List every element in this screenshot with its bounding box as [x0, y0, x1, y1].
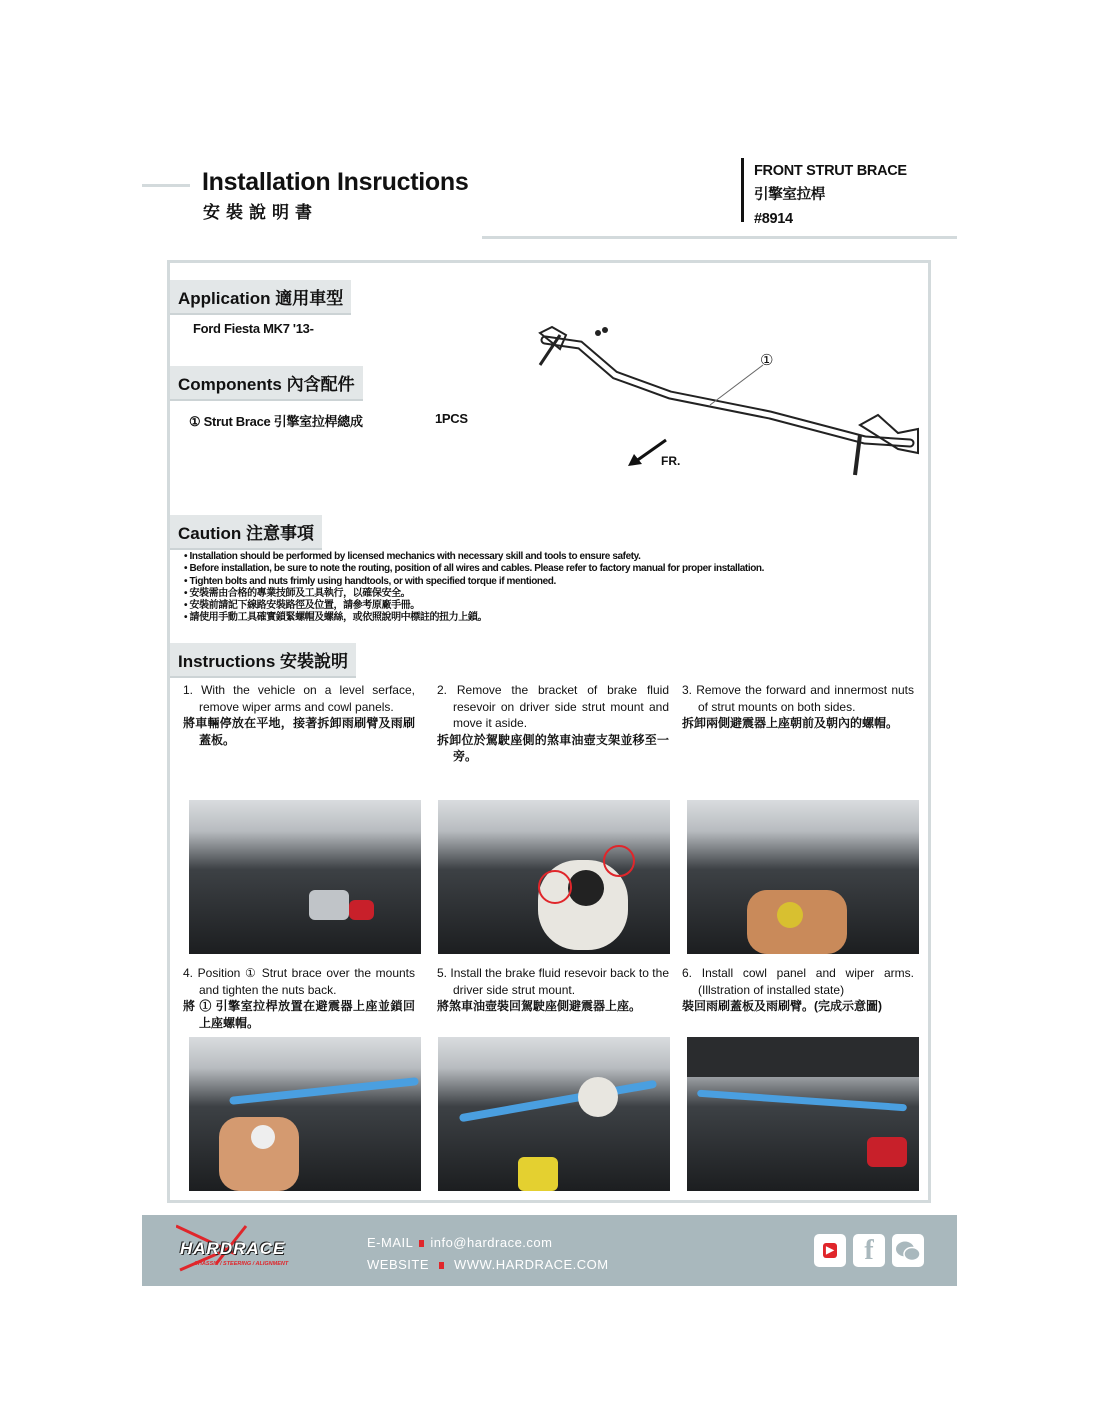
- application-heading: Application 適用車型: [170, 280, 351, 315]
- vehicle-text: Ford Fiesta MK7 '13-: [193, 321, 314, 336]
- step-2: [437, 682, 669, 765]
- youtube-icon[interactable]: ▶: [814, 1234, 846, 1267]
- step-text-en: 4. Position ① Strut brace over the mounts and tighten the nuts back.: [183, 966, 415, 997]
- front-label: FR.: [661, 454, 681, 468]
- step-text-cn: 拆卸兩側避震器上座朝前及朝內的螺帽。: [682, 716, 899, 730]
- step-4: [183, 965, 415, 1031]
- bullet-square: [439, 1262, 444, 1269]
- step-3: [682, 682, 914, 732]
- page-subtitle: 安裝說明書: [203, 203, 318, 222]
- components-heading: Components 內含配件: [170, 366, 363, 401]
- wechat-icon[interactable]: [892, 1234, 924, 1267]
- instructions-heading: Instructions 安裝說明: [170, 643, 356, 678]
- step-text-cn: 裝回雨刷蓋板及雨刷臂。(完成示意圖): [682, 999, 882, 1013]
- step-text-en: 1. With the vehicle on a level serface, remove wiper arms and cowl panels.: [183, 683, 415, 714]
- website-label: WEBSITE: [367, 1257, 430, 1272]
- contact-info: [367, 1232, 609, 1276]
- email-link[interactable]: info@hardrace.com: [430, 1235, 553, 1250]
- logo-tagline: CHASSIS / STEERING / ALIGNMENT: [194, 1261, 289, 1267]
- step-5: [437, 965, 669, 1015]
- step-4-photo: [189, 1037, 421, 1191]
- step-5-photo: [438, 1037, 670, 1191]
- step-text-cn: 拆卸位於駕駛座側的煞車油壺支架並移至一旁。: [437, 732, 669, 763]
- diagram-callout: ①: [760, 352, 774, 369]
- header-rule: [142, 184, 190, 187]
- caution-item: • Installation should be performed by licensed mechanics with necessary skill and tools to ensure safety.: [184, 551, 641, 562]
- header-rule: [482, 236, 957, 239]
- hardrace-logo: [176, 1224, 331, 1272]
- step-text-en: 6. Install cowl panel and wiper arms. (Illstration of installed state): [682, 966, 914, 997]
- website-link[interactable]: WWW.HARDRACE.COM: [454, 1257, 609, 1272]
- component-qty: 1PCS: [435, 411, 468, 426]
- facebook-icon[interactable]: f: [853, 1234, 885, 1267]
- step-text-en: 3. Remove the forward and innermost nuts of strut mounts on both sides.: [682, 683, 914, 714]
- caution-item: • Tighten bolts and nuts frimly using handtools, or with specified torque if mentioned.: [184, 575, 556, 587]
- product-name-cn: 引擎室拉桿: [754, 187, 825, 203]
- step-text-cn: 將煞車油壺裝回駕駛座側避震器上座。: [437, 999, 642, 1013]
- product-info: [754, 159, 907, 231]
- caution-item: • 請使用手動工具確實鎖緊螺帽及螺絲，或依照說明中標註的扭力上鎖。: [184, 612, 488, 624]
- strut-brace-diagram: [520, 315, 930, 490]
- caution-item: • Before installation, be sure to note the routing, position of all wires and cables. Please refer to factory manual for proper installation.: [184, 563, 764, 575]
- step-1-photo: [189, 800, 421, 954]
- step-2-photo: [438, 800, 670, 954]
- step-text-en: 2. Remove the bracket of brake fluid resevoir on driver side strut mount and move it aside.: [437, 683, 669, 730]
- caution-item: • 安裝前請記下線路安裝路徑及位置，請參考原廠手冊。: [184, 600, 420, 612]
- bullet-square: [419, 1240, 424, 1247]
- product-name: FRONT STRUT BRACE: [754, 163, 907, 179]
- step-text-cn: 將 ① 引擎室拉桿放置在避震器上座並鎖回上座螺帽。: [183, 999, 415, 1030]
- step-text-en: 5. Install the brake fluid resevoir back to the driver side strut mount.: [437, 966, 669, 997]
- caution-item: • 安裝需由合格的專業技師及工具執行，以確保安全。: [184, 587, 411, 599]
- step-6: [682, 965, 914, 1015]
- step-3-photo: [687, 800, 919, 954]
- part-number: #8914: [754, 211, 793, 227]
- logo-text: HARDRACE: [180, 1239, 286, 1258]
- caution-list: [184, 551, 764, 625]
- email-label: E-MAIL: [367, 1235, 414, 1250]
- step-6-photo: [687, 1037, 919, 1191]
- component-name: ① Strut Brace 引擎室拉桿總成: [189, 414, 363, 429]
- caution-heading: Caution 注意事項: [170, 515, 322, 550]
- step-1: [183, 682, 415, 748]
- page-title: Installation Insructions: [202, 168, 469, 196]
- step-text-cn: 將車輛停放在平地，接著拆卸雨刷臂及雨刷蓋板。: [183, 716, 415, 747]
- header-divider: [741, 158, 744, 222]
